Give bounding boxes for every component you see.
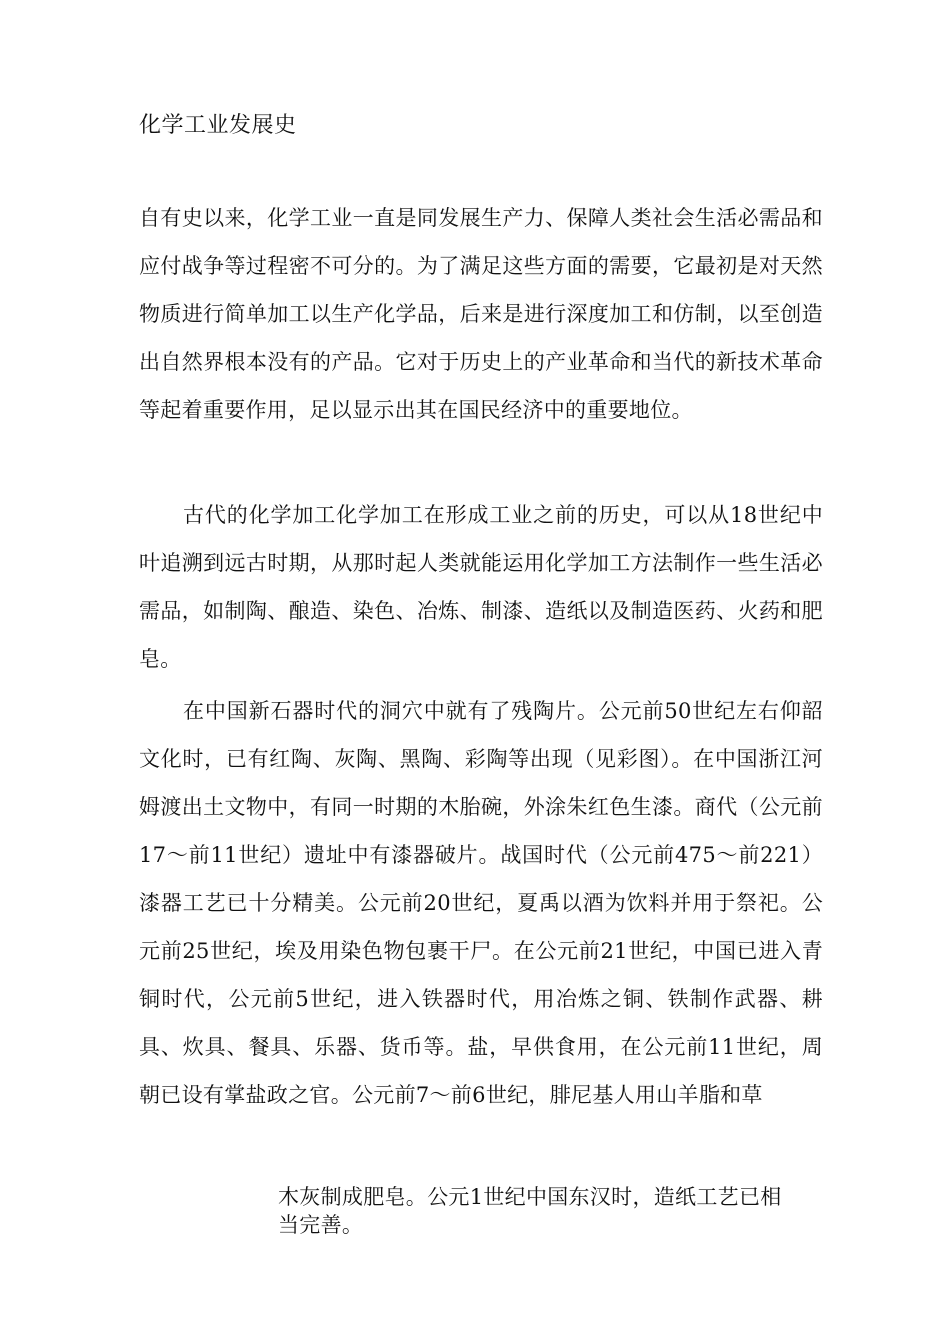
paragraph-tail: 木灰制成肥皂。公元1世纪中国东汉时，造纸工艺已相当完善。 bbox=[278, 1185, 782, 1237]
document-title: 化学工业发展史 bbox=[139, 113, 297, 138]
paragraph-chinese-history: 在中国新石器时代的洞穴中就有了残陶片。公元前50世纪左右仰韶文化时，已有红陶、灰陶、黑陶、彩陶等出现（见彩图）。在中国浙江河姆渡出土文物中，有同一时期的木胎碗，外涂朱红色生漆。商代（公元前17〜前11世纪）遗址中有漆器破片。战国时代（公元前475〜前221）漆器工艺已十分精美。公元前20世纪，夏禹以酒为饮料并用于祭祀。公元前25世纪，埃及用染色物包裹干尸。在公元前21世纪，中国已进入青铜时代，公元前5世纪，进入铁器时代，用冶炼之铜、铁制作武器、耕具、炊具、餐具、乐器、货币等。盐，早供食用，在公元前11世纪，周朝已设有掌盐政之官。公元前7〜前6世纪，腓尼基人用山羊脂和草 bbox=[139, 699, 823, 1107]
paragraph-ancient-processing: 古代的化学加工化学加工在形成工业之前的历史，可以从18世纪中叶追溯到远古时期，从那时起人类就能运用化学加工方法制作一些生活必需品，如制陶、酿造、染色、冶炼、制漆、造纸以及制造医药、火药和肥皂。 bbox=[139, 503, 823, 671]
paragraph-introduction: 自有史以来，化学工业一直是同发展生产力、保障人类社会生活必需品和应付战争等过程密不可分的。为了满足这些方面的需要，它最初是对天然物质进行简单加工以生产化学品，后来是进行深度加工和仿制，以至创造出自然界根本没有的产品。它对于历史上的产业革命和当代的新技术革命等起着重要作用，足以显示出其在国民经济中的重要地位。 bbox=[139, 206, 823, 422]
